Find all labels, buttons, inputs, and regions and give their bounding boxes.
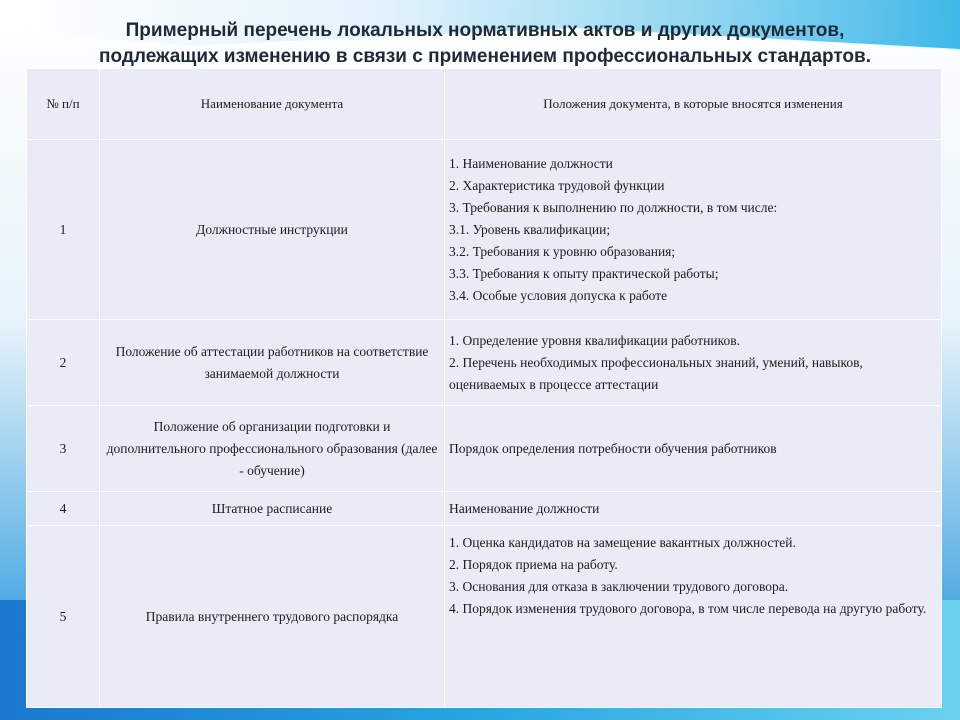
- documents-table: [26, 68, 942, 708]
- table-row: [27, 140, 942, 320]
- position-item: 2. Характеристика трудовой функции: [449, 177, 665, 193]
- row-positions: [445, 526, 942, 708]
- table-row: [27, 526, 942, 708]
- slide-title: [60, 18, 910, 70]
- table-header-row: [27, 69, 942, 140]
- row-document-name: Правила внутреннего трудового распорядка: [100, 526, 445, 708]
- row-positions: [445, 406, 942, 492]
- header-name: Наименование документа: [100, 69, 445, 140]
- header-num: № п/п: [27, 69, 100, 140]
- position-item: 2. Порядок приема на работу.: [449, 557, 618, 572]
- position-item: 3. Требования к выполнению по должности, в том числе:: [449, 199, 778, 215]
- position-item: 3.2. Требования к уровню образования;: [449, 243, 676, 259]
- position-item: Наименование должности: [449, 500, 600, 516]
- position-item: 1. Оценка кандидатов на замещение вакантных должностей.: [449, 535, 796, 550]
- position-item: 4. Порядок изменения трудового договора, в том числе перевода на другую работу.: [449, 601, 927, 616]
- row-num: 3: [27, 406, 100, 492]
- row-positions: [445, 320, 942, 406]
- row-num: 4: [27, 492, 100, 526]
- position-item: 3. Основания для отказа в заключении трудового договора.: [449, 579, 789, 594]
- position-item: 3.1. Уровень квалификации;: [449, 221, 611, 237]
- position-item: 2. Перечень необходимых профессиональных знаний, умений, навыков, оцениваемых в процессе аттестации: [449, 354, 863, 392]
- position-item: Порядок определения потребности обучения работников: [449, 440, 777, 456]
- row-document-name: Положение об аттестации работников на соответствие занимаемой должности: [100, 320, 445, 406]
- row-num: 2: [27, 320, 100, 406]
- position-item: 1. Наименование должности: [449, 155, 613, 171]
- row-num: 5: [27, 526, 100, 708]
- table-row: [27, 492, 942, 526]
- position-item: 1. Определение уровня квалификации работников.: [449, 332, 740, 348]
- position-item: 3.3. Требования к опыту практической работы;: [449, 265, 719, 281]
- table-row: [27, 406, 942, 492]
- row-num: 1: [27, 140, 100, 320]
- table-row: [27, 320, 942, 406]
- slide-title-line-1: Примерный перечень локальных нормативных актов и других документов,: [125, 20, 845, 41]
- row-positions: [445, 140, 942, 320]
- row-positions: [445, 492, 942, 526]
- row-document-name: Штатное расписание: [100, 492, 445, 526]
- slide-title-line-2: подлежащих изменению в связи с применением профессиональных стандартов.: [98, 46, 871, 67]
- position-item: 3.4. Особые условия допуска к работе: [449, 287, 668, 303]
- row-document-name: Положение об организации подготовки и дополнительного профессионального образования (далее - обучение): [100, 406, 445, 492]
- documents-table-container: [26, 68, 942, 708]
- header-positions: Положения документа, в которые вносятся изменения: [445, 69, 942, 140]
- row-document-name: Должностные инструкции: [100, 140, 445, 320]
